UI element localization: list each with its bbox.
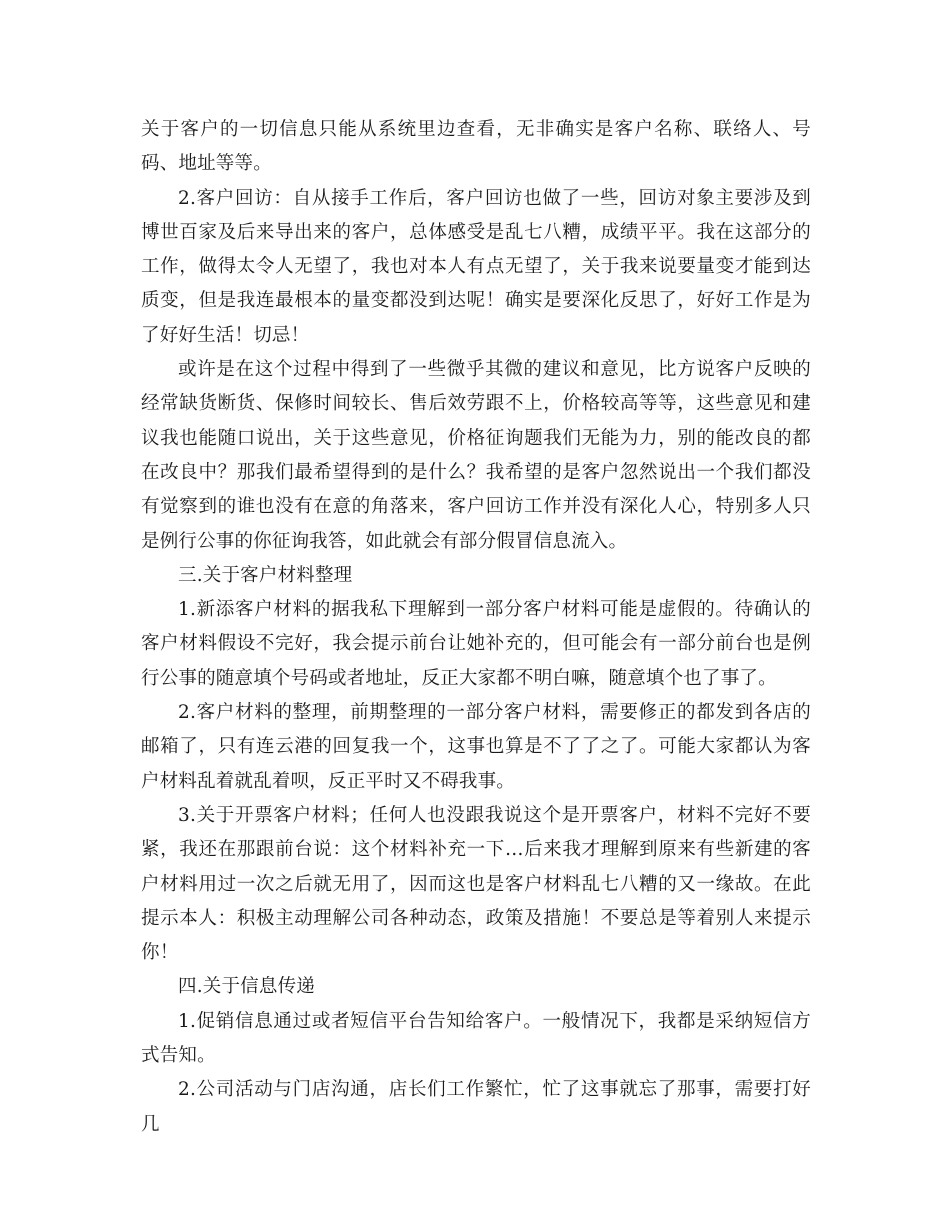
paragraph-promotion-info: 1.促销信息通过或者短信平台告知给客户。一般情况下，我都是采纳短信方式告知。 bbox=[141, 1010, 811, 1067]
paragraph-invoice-materials: 3.关于开票客户材料；任何人也没跟我说这个是开票客户，材料不完好不要紧，我还在那跟前台说：这个材料补充一下…后来我才理解到原来有些新建的客户材料用过一次之后就无用了，因而这也是客户材料乱七八糟的又一缘故。在此提示本人：积极主动理解公司各种动态，政策及措施！不要总是等着别人来提示你！ bbox=[141, 804, 811, 964]
section-heading-customer-materials: 三.关于客户材料整理 bbox=[178, 564, 353, 586]
paragraph-suggestions: 或许是在这个过程中得到了一些微乎其微的建议和意见，比方说客户反映的经常缺货断货、保修时间较长、售后效劳跟不上，价格较高等等，这些意见和建议我也能随口说出，关于这些意见，价格征询题我们无能为力，别的能改良的都在改良中？那我们最希望得到的是什么？我希望的是客户忽然说出一个我们都没有觉察到的谁也没有在意的角落来，客户回访工作并没有深化人心，特别多人只是例行公事的你征询我答，如此就会有部分假冒信息流入。 bbox=[141, 359, 811, 552]
paragraph-customer-info: 关于客户的一切信息只能从系统里边查看，无非确实是客户名称、联络人、号码、地址等等。 bbox=[141, 119, 811, 175]
document-body bbox=[141, 113, 811, 1142]
paragraph-materials-organizing: 2.客户材料的整理，前期整理的一部分客户材料，需要修正的都发到各店的邮箱了，只有连云港的回复我一个，这事也算是不了了之了。可能大家都认为客户材料乱着就乱着呗，反正平时又不碍我事。 bbox=[141, 702, 811, 792]
paragraph-new-materials: 1.新添客户材料的据我私下理解到一部分客户材料可能是虚假的。待确认的客户材料假设不完好，我会提示前台让她补充的，但可能会有一部分前台也是例行公事的随意填个号码或者地址，反正大家都不明白嘛，随意填个也了事了。 bbox=[141, 599, 811, 689]
paragraph-customer-visits: 2.客户回访：自从接手工作后，客户回访也做了一些，回访对象主要涉及到博世百家及后来导出来的客户，总体感受是乱七八糟，成绩平平。我在这部分的工作，做得太令人无望了，我也对本人有点无望了，关于我来说要量变才能到达质变，但是我连最根本的量变都没到达呢！确实是要深化反思了，好好工作是为了好好生活！切忌！ bbox=[141, 187, 811, 346]
section-heading-info-delivery: 四.关于信息传递 bbox=[178, 976, 315, 998]
paragraph-store-communication: 2.公司活动与门店沟通，店长们工作繁忙，忙了这事就忘了那事，需要打好几 bbox=[141, 1079, 811, 1135]
